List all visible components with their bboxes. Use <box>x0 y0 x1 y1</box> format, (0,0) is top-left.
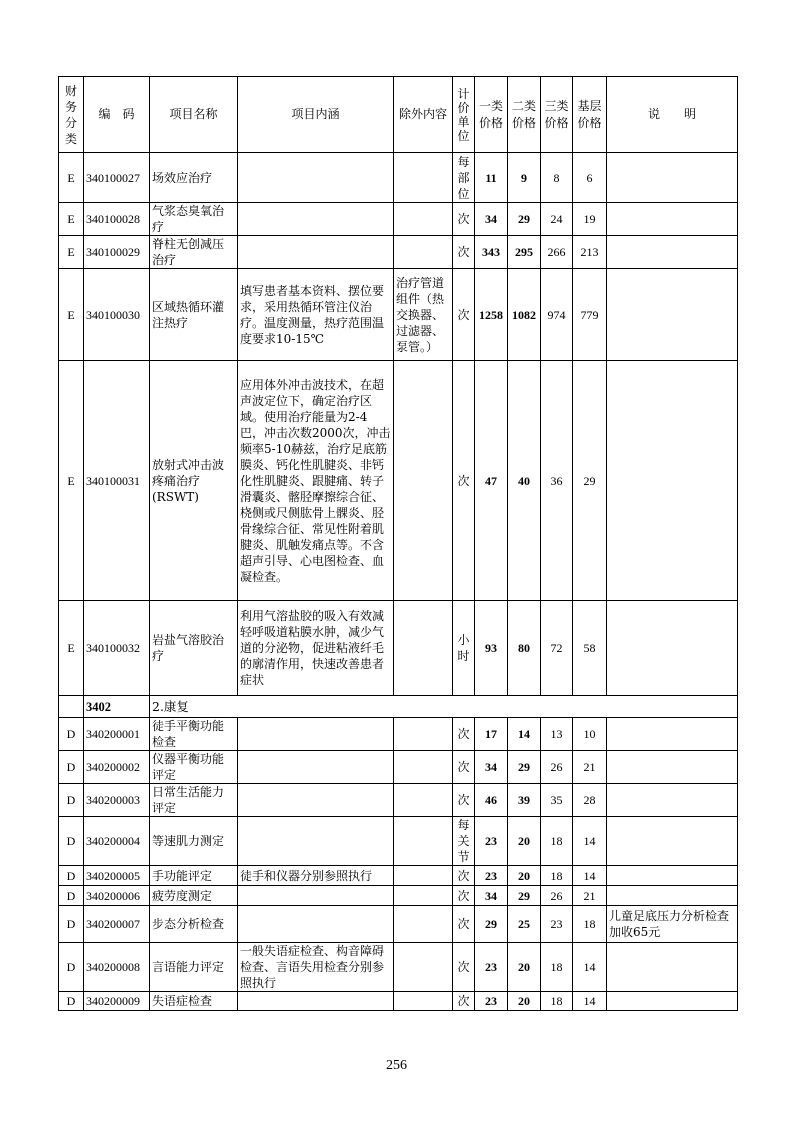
item-content-cell <box>238 784 394 817</box>
price-class1-cell: 34 <box>475 751 508 784</box>
note-cell <box>607 992 738 1011</box>
code-cell: 340200007 <box>84 906 150 943</box>
excluded-content-cell <box>394 866 453 886</box>
item-content-cell: 利用气溶盐胶的吸入有效减轻呼吸道粘膜水肿，减少气道的分泌物，促进粘液纤毛的廓清作用，快速改善患者症状 <box>238 601 394 696</box>
code-cell: 340200006 <box>84 886 150 906</box>
note-cell <box>607 784 738 817</box>
code-cell: 340200004 <box>84 817 150 866</box>
price-class3-cell: 18 <box>541 943 573 992</box>
category-cell: E <box>59 269 84 361</box>
table-row <box>59 718 738 751</box>
header-content: 项目内涵 <box>238 77 394 153</box>
section-code: 3402 <box>84 696 150 718</box>
table-row <box>59 817 738 866</box>
price-class1-cell: 23 <box>475 817 508 866</box>
excluded-content-cell <box>394 817 453 866</box>
price-class1-cell: 23 <box>475 943 508 992</box>
price-class3-cell: 72 <box>541 601 573 696</box>
item-name-cell: 疲劳度测定 <box>150 886 238 906</box>
unit-cell: 次 <box>453 886 475 906</box>
unit-cell: 次 <box>453 236 475 269</box>
item-name-cell: 步态分析检查 <box>150 906 238 943</box>
excluded-content-cell <box>394 751 453 784</box>
unit-cell: 小时 <box>453 601 475 696</box>
item-name-cell: 岩盐气溶胶治疗 <box>150 601 238 696</box>
price-class1-cell: 23 <box>475 992 508 1011</box>
price-class1-cell: 343 <box>475 236 508 269</box>
header-excluded: 除外内容 <box>394 77 453 153</box>
excluded-content-cell: 治疗管道组件（热交换器、过滤器、泵管。） <box>394 269 453 361</box>
unit-cell: 次 <box>453 751 475 784</box>
table-row <box>59 236 738 269</box>
item-content-cell: 应用体外冲击波技术，在超声波定位下，确定治疗区域。使用治疗能量为2-4巴，冲击次数2000次，冲击频率5-10赫兹，治疗足底筋膜炎、钙化性肌腱炎、非钙化性肌腱炎、跟腱痛、转子滑囊炎、髂胫摩擦综合征、桡侧或尺侧肱骨上髁炎、胫骨缘综合征、常见性附着肌腱炎、肌触发痛点等。不含超声引导、心电图检查、血凝检查。 <box>238 361 394 601</box>
note-cell: 儿童足底压力分析检查加收65元 <box>607 906 738 943</box>
header-price3: 三类价格 <box>541 77 573 153</box>
price-class2-cell: 29 <box>508 886 541 906</box>
price-class2-cell: 20 <box>508 817 541 866</box>
price-class3-cell: 18 <box>541 992 573 1011</box>
price-class3-cell: 36 <box>541 361 573 601</box>
note-cell <box>607 751 738 784</box>
price-class3-cell: 23 <box>541 906 573 943</box>
price-class1-cell: 34 <box>475 886 508 906</box>
price-base-cell: 18 <box>573 906 607 943</box>
price-class1-cell: 23 <box>475 866 508 886</box>
excluded-content-cell <box>394 992 453 1011</box>
category-cell: D <box>59 906 84 943</box>
note-cell <box>607 866 738 886</box>
price-base-cell: 19 <box>573 203 607 236</box>
price-class1-cell: 1258 <box>475 269 508 361</box>
item-content-cell <box>238 817 394 866</box>
price-class3-cell: 266 <box>541 236 573 269</box>
header-note: 说 明 <box>607 77 738 153</box>
excluded-content-cell <box>394 203 453 236</box>
header-price1: 一类价格 <box>475 77 508 153</box>
price-class2-cell: 80 <box>508 601 541 696</box>
category-cell: E <box>59 203 84 236</box>
code-cell: 340100030 <box>84 269 150 361</box>
excluded-content-cell <box>394 361 453 601</box>
item-content-cell <box>238 886 394 906</box>
table-row <box>59 361 738 601</box>
price-base-cell: 14 <box>573 866 607 886</box>
unit-cell: 次 <box>453 866 475 886</box>
table-row <box>59 203 738 236</box>
table-row <box>59 751 738 784</box>
note-cell <box>607 943 738 992</box>
table-row <box>59 153 738 203</box>
price-class2-cell: 40 <box>508 361 541 601</box>
note-cell <box>607 153 738 203</box>
price-class2-cell: 29 <box>508 203 541 236</box>
price-class2-cell: 25 <box>508 906 541 943</box>
price-base-cell: 14 <box>573 817 607 866</box>
price-class3-cell: 18 <box>541 817 573 866</box>
category-cell: E <box>59 361 84 601</box>
header-row <box>59 77 738 153</box>
price-class2-cell: 295 <box>508 236 541 269</box>
table-row <box>59 886 738 906</box>
code-cell: 340100031 <box>84 361 150 601</box>
item-name-cell: 气浆态臭氧治疗 <box>150 203 238 236</box>
price-class2-cell: 20 <box>508 866 541 886</box>
table-row <box>59 943 738 992</box>
unit-cell: 次 <box>453 784 475 817</box>
excluded-content-cell <box>394 718 453 751</box>
header-unit: 计价单位 <box>453 77 475 153</box>
page-number: 256 <box>386 1058 407 1073</box>
price-class2-cell: 20 <box>508 943 541 992</box>
category-cell: E <box>59 601 84 696</box>
item-name-cell: 区域热循环灌注热疗 <box>150 269 238 361</box>
item-content-cell <box>238 992 394 1011</box>
note-cell <box>607 601 738 696</box>
table-row <box>59 784 738 817</box>
item-content-cell <box>238 751 394 784</box>
item-content-cell <box>238 203 394 236</box>
item-content-cell <box>238 236 394 269</box>
table-row <box>59 992 738 1011</box>
price-class2-cell: 14 <box>508 718 541 751</box>
category-cell: D <box>59 943 84 992</box>
price-class1-cell: 46 <box>475 784 508 817</box>
price-class3-cell: 26 <box>541 886 573 906</box>
code-cell: 340200003 <box>84 784 150 817</box>
price-base-cell: 6 <box>573 153 607 203</box>
unit-cell: 次 <box>453 906 475 943</box>
price-base-cell: 28 <box>573 784 607 817</box>
excluded-content-cell <box>394 906 453 943</box>
category-cell: E <box>59 153 84 203</box>
unit-cell: 次 <box>453 992 475 1011</box>
item-name-cell: 失语症检查 <box>150 992 238 1011</box>
item-name-cell: 言语能力评定 <box>150 943 238 992</box>
item-name-cell: 放射式冲击波疼痛治疗(RSWT) <box>150 361 238 601</box>
item-content-cell <box>238 906 394 943</box>
item-name-cell: 场效应治疗 <box>150 153 238 203</box>
price-base-cell: 21 <box>573 886 607 906</box>
price-class3-cell: 24 <box>541 203 573 236</box>
code-cell: 340200001 <box>84 718 150 751</box>
note-cell <box>607 817 738 866</box>
category-cell: D <box>59 817 84 866</box>
price-class2-cell: 39 <box>508 784 541 817</box>
table-row <box>59 601 738 696</box>
item-name-cell: 脊柱无创减压治疗 <box>150 236 238 269</box>
excluded-content-cell <box>394 886 453 906</box>
price-class1-cell: 47 <box>475 361 508 601</box>
excluded-content-cell <box>394 601 453 696</box>
item-content-cell <box>238 153 394 203</box>
price-class2-cell: 9 <box>508 153 541 203</box>
section-row <box>59 696 738 718</box>
price-class3-cell: 18 <box>541 866 573 886</box>
excluded-content-cell <box>394 153 453 203</box>
note-cell <box>607 361 738 601</box>
table-row <box>59 906 738 943</box>
price-class2-cell: 20 <box>508 992 541 1011</box>
price-class1-cell: 93 <box>475 601 508 696</box>
item-name-cell: 手功能评定 <box>150 866 238 886</box>
price-class1-cell: 11 <box>475 153 508 203</box>
item-content-cell: 徒手和仪器分别参照执行 <box>238 866 394 886</box>
table-row <box>59 866 738 886</box>
price-base-cell: 29 <box>573 361 607 601</box>
section-category <box>59 696 84 718</box>
price-class1-cell: 34 <box>475 203 508 236</box>
unit-cell: 次 <box>453 361 475 601</box>
table-row <box>59 269 738 361</box>
price-base-cell: 14 <box>573 943 607 992</box>
header-name: 项目名称 <box>150 77 238 153</box>
category-cell: E <box>59 236 84 269</box>
price-class2-cell: 1082 <box>508 269 541 361</box>
category-cell: D <box>59 866 84 886</box>
excluded-content-cell <box>394 236 453 269</box>
price-class1-cell: 17 <box>475 718 508 751</box>
price-class2-cell: 29 <box>508 751 541 784</box>
price-base-cell: 779 <box>573 269 607 361</box>
price-class3-cell: 26 <box>541 751 573 784</box>
header-price2: 二类价格 <box>508 77 541 153</box>
price-base-cell: 21 <box>573 751 607 784</box>
price-base-cell: 213 <box>573 236 607 269</box>
price-class3-cell: 974 <box>541 269 573 361</box>
code-cell: 340100032 <box>84 601 150 696</box>
code-cell: 340200009 <box>84 992 150 1011</box>
price-base-cell: 14 <box>573 992 607 1011</box>
header-base: 基层价格 <box>573 77 607 153</box>
item-name-cell: 仪器平衡功能评定 <box>150 751 238 784</box>
item-name-cell: 日常生活能力评定 <box>150 784 238 817</box>
price-base-cell: 58 <box>573 601 607 696</box>
code-cell: 340200008 <box>84 943 150 992</box>
code-cell: 340100028 <box>84 203 150 236</box>
code-cell: 340100029 <box>84 236 150 269</box>
section-title: 2.康复 <box>150 696 738 718</box>
category-cell: D <box>59 886 84 906</box>
note-cell <box>607 886 738 906</box>
item-content-cell: 填写患者基本资料、摆位要求，采用热循环管注仪治疗。温度测量，热疗范围温度要求10-15℃ <box>238 269 394 361</box>
excluded-content-cell <box>394 943 453 992</box>
unit-cell: 次 <box>453 943 475 992</box>
unit-cell: 每部位 <box>453 153 475 203</box>
code-cell: 340200005 <box>84 866 150 886</box>
note-cell <box>607 269 738 361</box>
item-name-cell: 等速肌力测定 <box>150 817 238 866</box>
price-table <box>58 76 738 1011</box>
note-cell <box>607 236 738 269</box>
price-class1-cell: 29 <box>475 906 508 943</box>
unit-cell: 每关节 <box>453 817 475 866</box>
code-cell: 340100027 <box>84 153 150 203</box>
category-cell: D <box>59 718 84 751</box>
category-cell: D <box>59 784 84 817</box>
header-code: 编 码 <box>84 77 150 153</box>
price-class3-cell: 13 <box>541 718 573 751</box>
item-content-cell: 一般失语症检查、构音障碍检查、言语失用检查分别参照执行 <box>238 943 394 992</box>
excluded-content-cell <box>394 784 453 817</box>
header-category: 财务分类 <box>59 77 84 153</box>
note-cell <box>607 718 738 751</box>
price-base-cell: 10 <box>573 718 607 751</box>
note-cell <box>607 203 738 236</box>
unit-cell: 次 <box>453 203 475 236</box>
category-cell: D <box>59 992 84 1011</box>
item-content-cell <box>238 718 394 751</box>
category-cell: D <box>59 751 84 784</box>
unit-cell: 次 <box>453 718 475 751</box>
unit-cell: 次 <box>453 269 475 361</box>
price-class3-cell: 35 <box>541 784 573 817</box>
price-class3-cell: 8 <box>541 153 573 203</box>
item-name-cell: 徒手平衡功能检查 <box>150 718 238 751</box>
code-cell: 340200002 <box>84 751 150 784</box>
